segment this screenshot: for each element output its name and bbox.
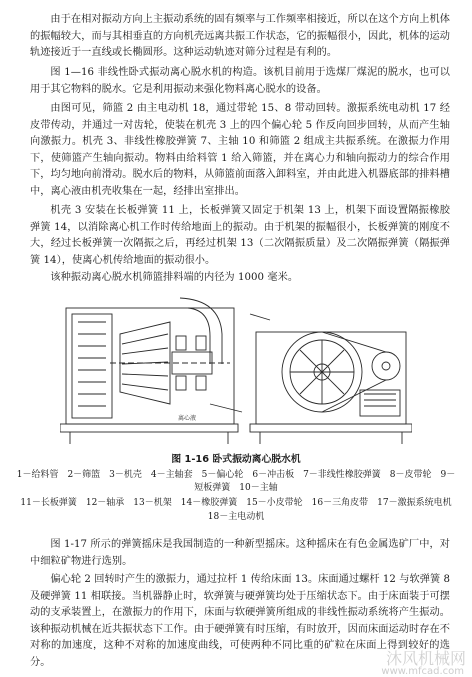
- paragraph-4: 机壳 3 安装在长板弹簧 11 上，长板弹簧又固定于机架 13 上，机架下面设置隔振橡胶弹簧 14，以消除离心机工作时传给地面上的振动。由于机架的振幅很小，长板弹簧的刚度不大，经过长板弹簧一次隔振之后，再经过机架 13（二次隔振质量）及二次隔振弹簧（隔振弹簧 14），使离心机传给地面的振动很小。: [30, 205, 450, 266]
- base-frame: [60, 424, 238, 432]
- paragraph-1: 由于在相对振动方向上主振动系统的固有频率与工作频率相接近，所以在这个方向上机体的振幅较大，而与其相垂直的方向机壳远离共振工作状态，它的振幅很小，因此，机体的运动轨迹接近于一直线或长椭圆形。这种运动轨迹对筛分过程是有利的。: [30, 14, 450, 58]
- small-pulley: [372, 352, 400, 380]
- paragraph-7: 偏心轮 2 回转时产生的激振力，通过拉杆 1 传给床面 13。床面通过螺杆 12 与软弹簧 8 及硬弹簧 11 相联接。当机器静止时，软弹簧与硬弹簧均处于压缩状态下。由于床面装于可摆动的支承装置上，在激振力的作用下，床面与软硬弹簧所组成的非线性振动系统将产生振动。该种振动机械在近共振状态下工作。由于硬弹簧有时压缩，有时放开，因而床面运动时存在不对称的加速度，这种不对称的加速度曲线，可使两种不同比重的矿粒在床面上得到较好的选分。: [30, 574, 451, 668]
- legend-line-1: 1－给料管 2－筛篮 3－机壳 4－主轴套 5－偏心轮 6－冲击板 7－非线性橡胶弹簧 8－皮带轮 9－短板弹簧 10－主轴: [16, 470, 456, 493]
- paragraph-2: 图 1—16 非线性卧式振动离心脱水机的构造。该机目前用于选煤厂煤泥的脱水，也可以用于其它物料的脱水。它是利用振动来强化物料离心脱水的设备。: [30, 67, 450, 95]
- centrifuge-diagram: [60, 294, 412, 446]
- side-view-housing: [256, 332, 406, 424]
- paragraph-6: 图 1-17 所示的弹簧摇床是我国制造的一种新型摇床。这种摇床在有色金属选矿厂中，对中细粒矿物进行选别。: [30, 539, 450, 567]
- paragraph-5: 该种振动离心脱水机筛篮排料端的内径为 1000 毫米。: [50, 272, 299, 283]
- feed-chamber: [72, 314, 112, 418]
- watermark-logo: 沐风机械网: [385, 649, 466, 668]
- legend-line-3: 18－主电动机: [207, 512, 265, 522]
- figure-caption: 图 1-16 卧式振动离心脱水机: [171, 454, 301, 465]
- paragraph-3: 由图可见，筛篮 2 由主电动机 18，通过带轮 15、8 带动回转。激振系统电动机 17 经皮带传动，并通过一对齿轮，使装在机壳 3 上的四个偏心轮 5 作反向回步回转，从而产生轴向激振力。机壳 3、非线性橡胶弹簧 7、主轴 10 和筛篮 2 组成主共振系统。在激振力作用下，使筛篮产生轴向振动。物料由给料管 1 给入筛篮，并在离心力和轴向振动力的综合作用下，均匀地向前滑动。脱水后的物料，从筛篮前面落入卸料室，并由此进入机器底部的排料槽中，离心液由机壳收集在一起，经排出室排出。: [30, 103, 450, 197]
- legend-line-2: 11－长板弹簧 12－轴承 13－机架 14－橡胶弹簧 15－小皮带轮 16－三角皮带 17－激振系统电机: [20, 498, 452, 508]
- centrifugate-label: 离心液: [178, 415, 197, 422]
- watermark-url: www.mfcad.com: [381, 666, 464, 677]
